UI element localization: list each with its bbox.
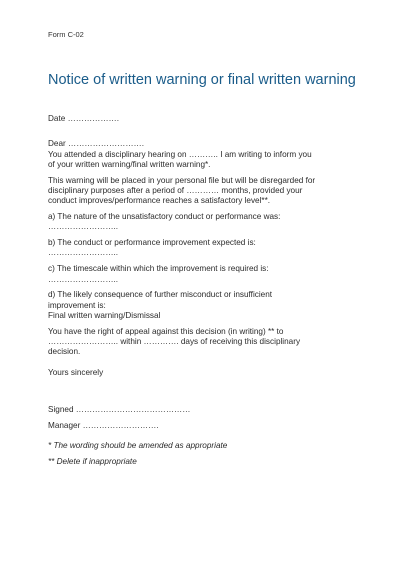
item-c bbox=[48, 264, 368, 285]
item-a-label: a) The nature of the unsatisfactory conduct or performance was: bbox=[48, 212, 281, 222]
signed-line: Signed …………………………………… bbox=[48, 404, 191, 414]
hearing-paragraph bbox=[48, 150, 368, 171]
appeal-line-3: decision. bbox=[48, 347, 81, 357]
note-delete: ** Delete if inappropriate bbox=[48, 456, 137, 466]
appeal-line-2: …………………….. within …………. days of receiving this disciplinary bbox=[48, 337, 301, 347]
item-d bbox=[48, 290, 368, 321]
item-d-label-1: d) The likely consequence of further misconduct or insufficient bbox=[48, 290, 273, 300]
note-amend: * The wording should be amended as appropriate bbox=[48, 441, 228, 451]
item-c-blank: …………………….. bbox=[48, 274, 119, 284]
closing: Yours sincerely bbox=[48, 367, 104, 377]
file-line-1: This warning will be placed in your personal file but will be disregarded for bbox=[48, 175, 316, 185]
hearing-line-2: of your written warning/final written warning*. bbox=[48, 159, 211, 169]
form-code: Form C-02 bbox=[48, 30, 84, 39]
date-line: Date ………………. bbox=[48, 114, 119, 123]
item-b-label: b) The conduct or performance improvement expected is: bbox=[48, 238, 256, 248]
item-b-blank: …………………….. bbox=[48, 248, 119, 258]
appeal-line-1: You have the right of appeal against this decision (in writing) ** to bbox=[48, 326, 284, 336]
manager-line: Manager ………………………. bbox=[48, 420, 159, 430]
item-d-label-2: improvement is: bbox=[48, 300, 106, 310]
hearing-line-1: You attended a disciplinary hearing on ……….. I am writing to inform you bbox=[48, 149, 312, 159]
item-b bbox=[48, 238, 368, 259]
page-title: Notice of written warning or final written warning bbox=[48, 72, 356, 88]
item-d-value: Final written warning/Dismissal bbox=[48, 310, 161, 320]
file-line-2: disciplinary purposes after a period of ………… months, provided your bbox=[48, 185, 303, 195]
file-paragraph bbox=[48, 176, 368, 207]
letter-body bbox=[48, 114, 368, 467]
item-c-label: c) The timescale within which the improvement is required is: bbox=[48, 264, 269, 274]
item-a-blank: …………………….. bbox=[48, 222, 119, 232]
appeal-paragraph bbox=[48, 327, 368, 358]
dear-line: Dear ………………………. bbox=[48, 139, 144, 149]
item-a bbox=[48, 212, 368, 233]
file-line-3: conduct improves/performance reaches a satisfactory level**. bbox=[48, 196, 271, 206]
